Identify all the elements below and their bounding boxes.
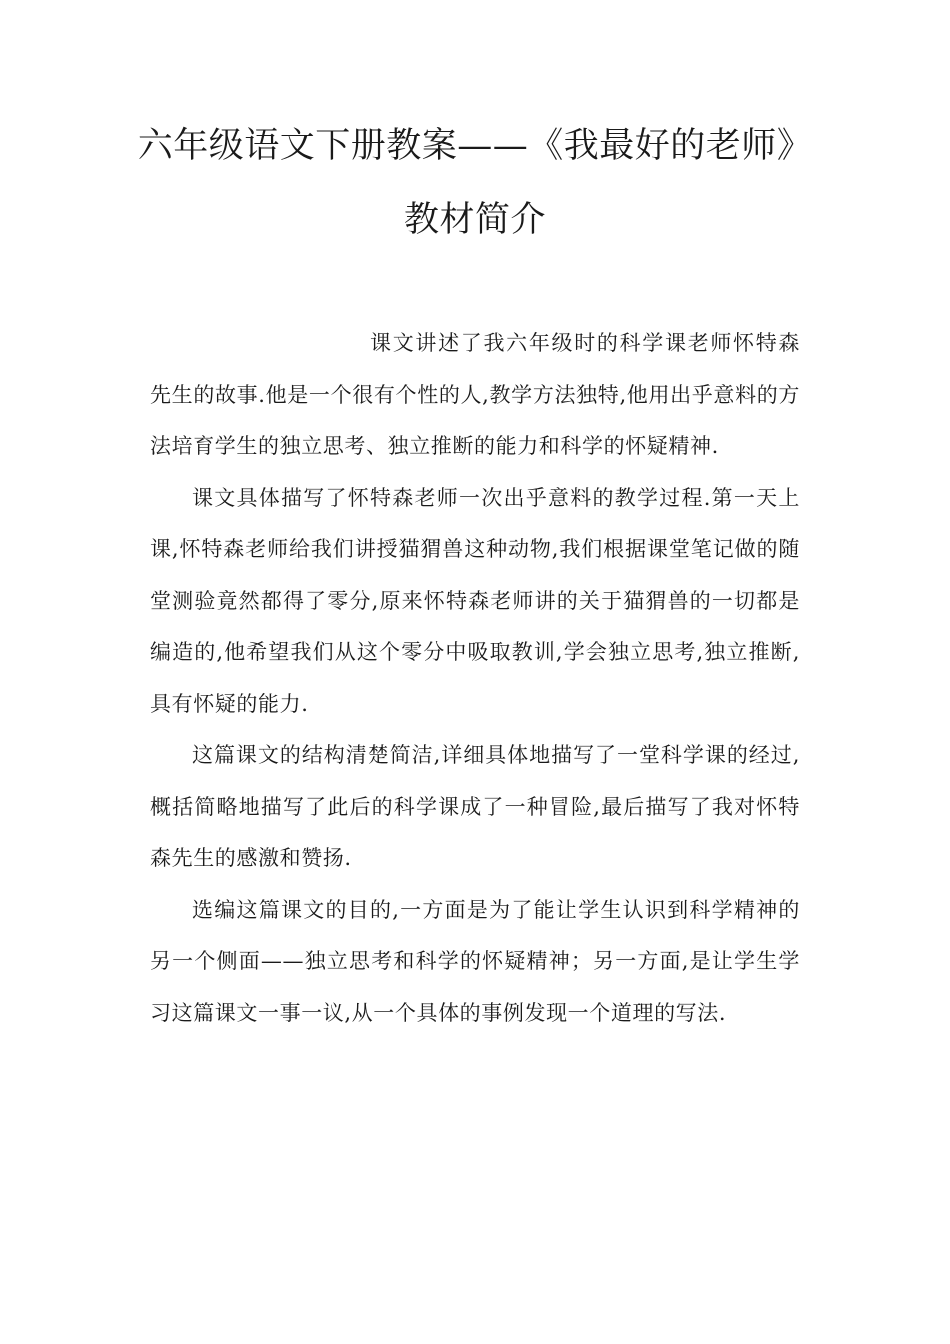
paragraph: 课文讲述了我六年级时的科学课老师怀特森先生的故事.他是一个很有个性的人,教学方法独特,他用出乎意料的方法培育学生的独立思考、独立推断的能力和科学的怀疑精神.	[150, 331, 800, 458]
document-subtitle: 教材简介	[403, 200, 546, 240]
document-body	[150, 318, 800, 1039]
document-title: 六年级语文下册教案——《我最好的老师》	[137, 126, 813, 166]
paragraph: 选编这篇课文的目的,一方面是为了能让学生认识到科学精神的另一个侧面——独立思考和科学的怀疑精神；另一方面,是让学生学习这篇课文一事一议,从一个具体的事例发现一个道理的写法.	[150, 897, 800, 1025]
paragraph: 课文具体描写了怀特森老师一次出乎意料的教学过程.第一天上课,怀特森老师给我们讲授猫猬兽这种动物,我们根据课堂笔记做的随堂测验竟然都得了零分,原来怀特森老师讲的关于猫猬兽的一切都是编造的,他希望我们从这个零分中吸取教训,学会独立思考,独立推断,具有怀疑的能力.	[150, 485, 800, 716]
paragraph: 这篇课文的结构清楚简洁,详细具体地描写了一堂科学课的经过,概括简略地描写了此后的科学课成了一种冒险,最后描写了我对怀特森先生的感激和赞扬.	[150, 743, 800, 870]
